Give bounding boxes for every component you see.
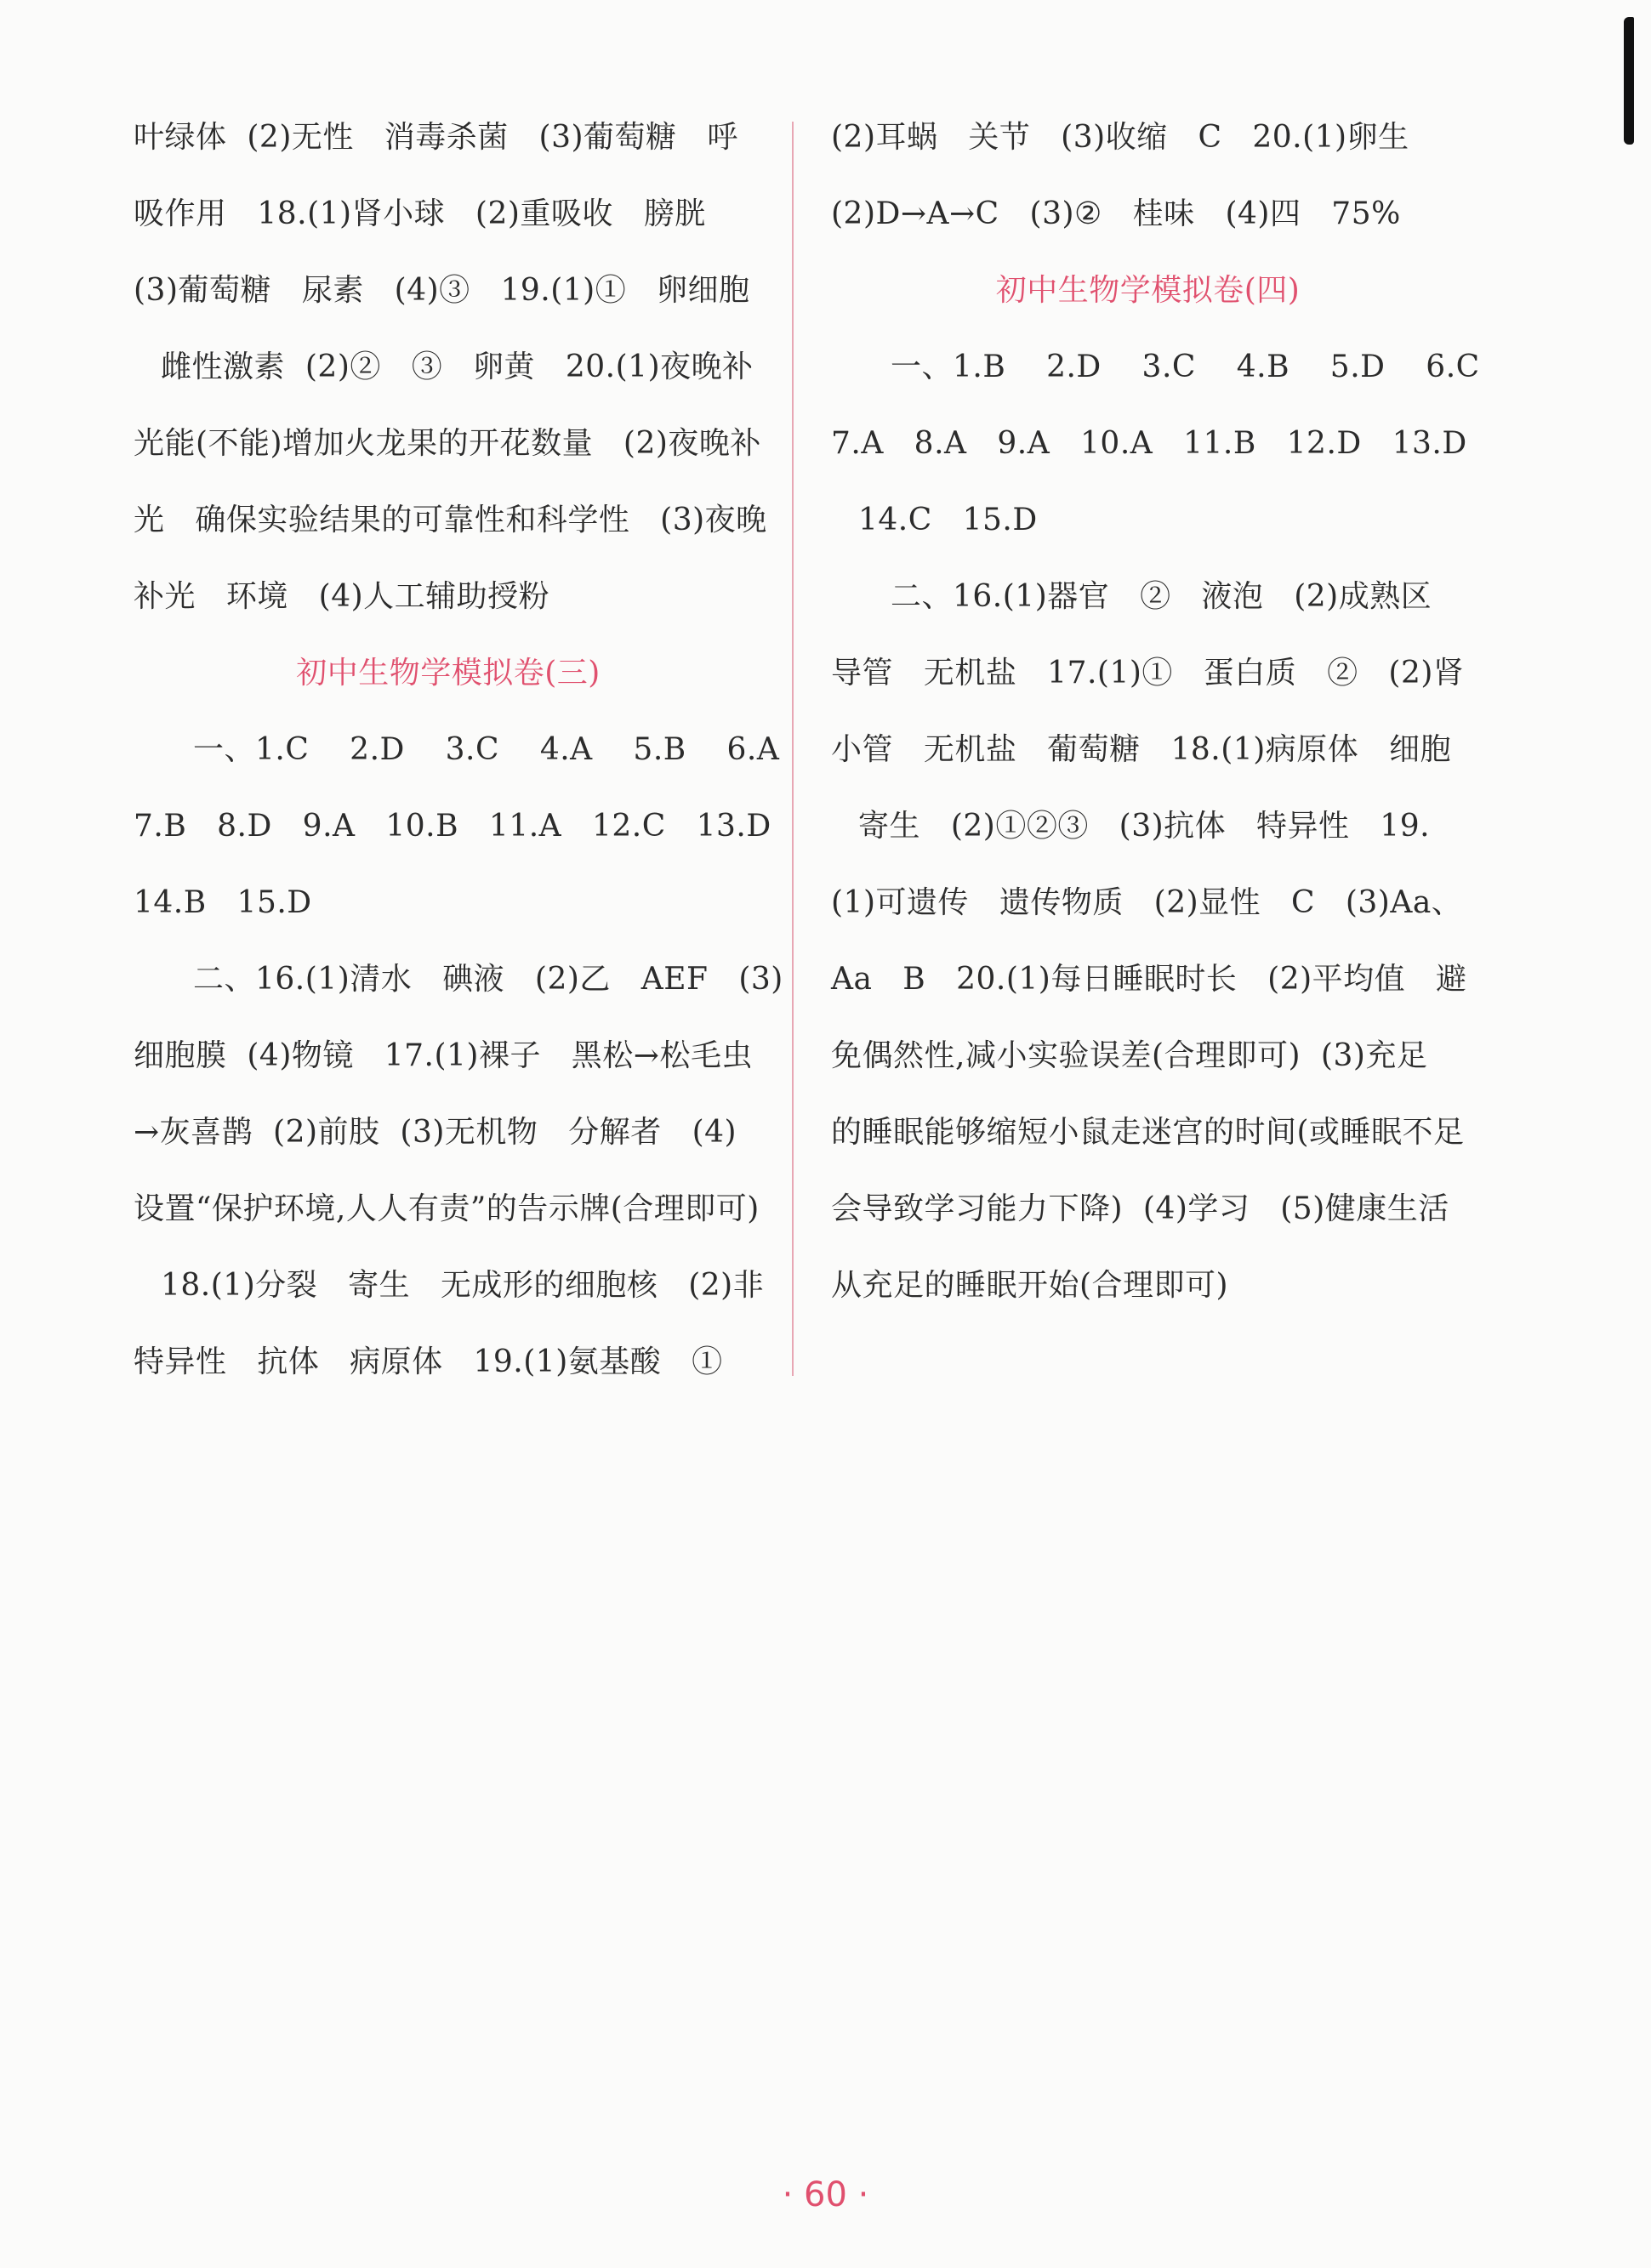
text-line: 小管 无机盐 葡萄糖 18.(1)病原体 细胞 xyxy=(831,732,1452,767)
text-line: 14.B 15.D xyxy=(134,885,312,920)
text-line: 一、1.B 2.D 3.C 4.B 5.D 6.C xyxy=(891,350,1480,384)
text-line: 雌性激素 (2)② ③ 卵黄 20.(1)夜晚补 xyxy=(161,350,754,384)
text-line: 二、16.(1)器官 ② 液泡 (2)成熟区 xyxy=(891,579,1432,614)
text-line: 14.C 15.D xyxy=(858,503,1038,537)
text-line: 的睡眠能够缩短小鼠走迷宫的时间(或睡眠不足 xyxy=(831,1115,1465,1150)
right-column xyxy=(831,106,1480,1331)
text-line: 7.B 8.D 9.A 10.B 11.A 12.C 13.D xyxy=(134,809,771,844)
text-line: 18.(1)分裂 寄生 无成形的细胞核 (2)非 xyxy=(161,1268,765,1303)
section-heading: 初中生物学模拟卷(三) xyxy=(296,656,601,691)
text-line: 免偶然性,减小实验误差(合理即可) (3)充足 xyxy=(831,1038,1428,1073)
left-column xyxy=(134,106,783,1407)
text-line: Aa B 20.(1)每日睡眠时长 (2)平均值 避 xyxy=(831,962,1467,997)
text-line: 一、1.C 2.D 3.C 4.A 5.B 6.A xyxy=(193,732,780,767)
scan-edge-mark xyxy=(1624,17,1634,145)
text-line: 从充足的睡眠开始(合理即可) xyxy=(831,1268,1229,1303)
text-line: (2)耳蜗 关节 (3)收缩 C 20.(1)卵生 xyxy=(831,120,1409,155)
column-divider xyxy=(792,122,794,1376)
page-number: · 60 · xyxy=(782,2175,869,2214)
text-line: 会导致学习能力下降) (4)学习 (5)健康生活 xyxy=(831,1191,1449,1226)
text-line: 二、16.(1)清水 碘液 (2)乙 AEF (3) xyxy=(193,962,783,997)
text-line: 寄生 (2)①②③ (3)抗体 特异性 19. xyxy=(858,809,1431,844)
text-line: →灰喜鹊 (2)前肢 (3)无机物 分解者 (4) xyxy=(134,1115,737,1150)
text-line: 吸作用 18.(1)肾小球 (2)重吸收 膀胱 xyxy=(134,196,706,231)
text-line: (2)D→A→C (3)② 桂味 (4)四 75% xyxy=(831,196,1401,231)
text-line: 导管 无机盐 17.(1)① 蛋白质 ② (2)肾 xyxy=(831,656,1465,691)
text-line: 设置“保护环境,人人有责”的告示牌(合理即可) xyxy=(134,1191,760,1226)
text-line: 叶绿体 (2)无性 消毒杀菌 (3)葡萄糖 呼 xyxy=(134,120,738,155)
text-line: 特异性 抗体 病原体 19.(1)氨基酸 ① xyxy=(134,1344,723,1379)
text-line: 光能(不能)增加火龙果的开花数量 (2)夜晚补 xyxy=(134,426,761,461)
text-line: 补光 环境 (4)人工辅助授粉 xyxy=(134,579,550,614)
text-line: 7.A 8.A 9.A 10.A 11.B 12.D 13.D xyxy=(831,426,1467,461)
text-line: 光 确保实验结果的可靠性和科学性 (3)夜晚 xyxy=(134,503,767,537)
section-heading: 初中生物学模拟卷(四) xyxy=(995,273,1301,308)
text-line: 细胞膜 (4)物镜 17.(1)裸子 黑松→松毛虫 xyxy=(134,1038,753,1073)
text-line: (3)葡萄糖 尿素 (4)③ 19.(1)① 卵细胞 xyxy=(134,273,750,308)
text-line: (1)可遗传 遗传物质 (2)显性 C (3)Aa、 xyxy=(831,885,1463,920)
